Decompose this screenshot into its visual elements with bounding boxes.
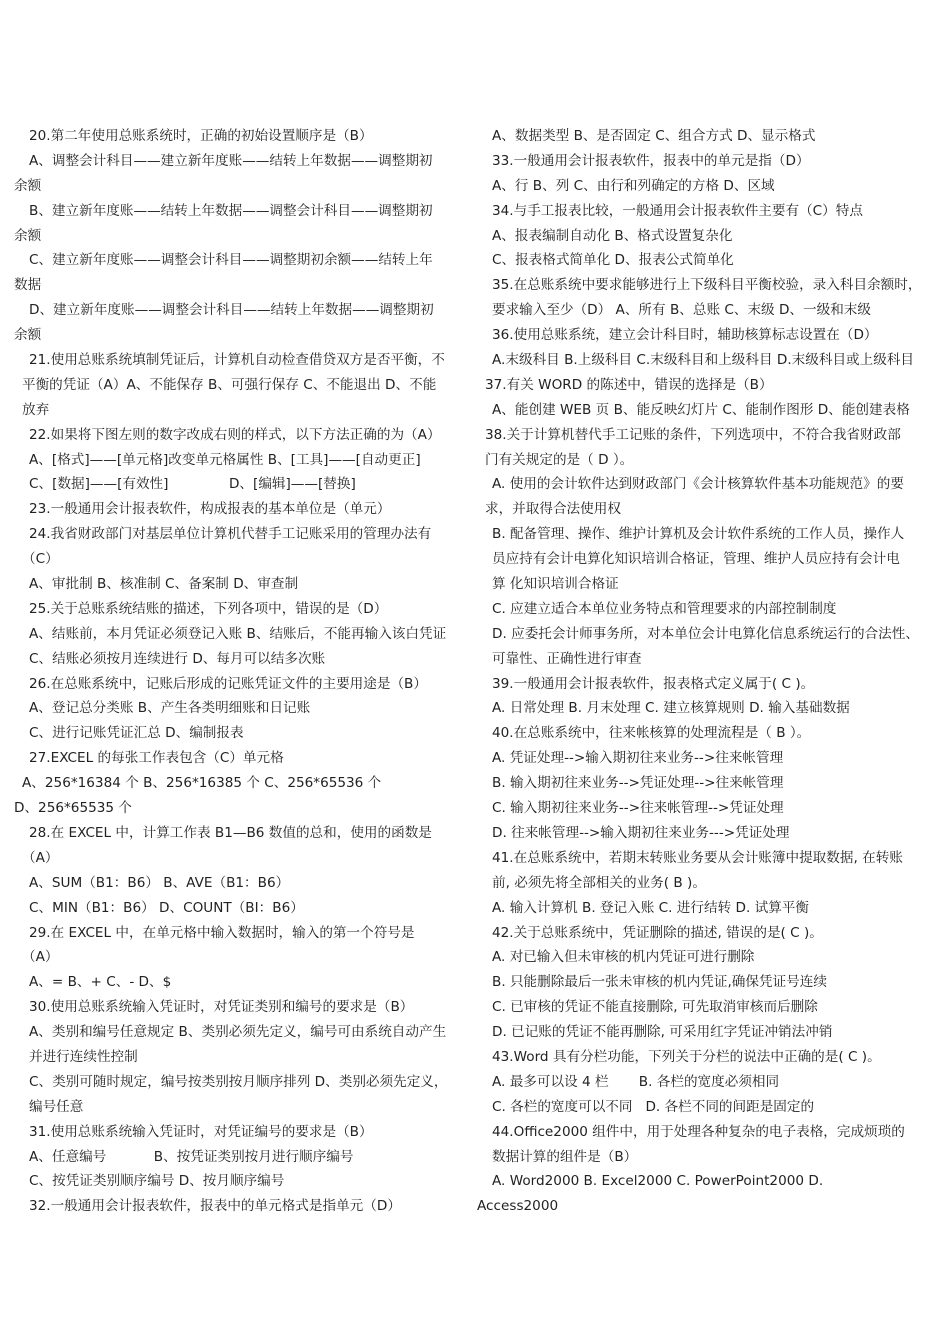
text-line: 20.第二年使用总账系统时，正确的初始设置顺序是（B） [29, 128, 373, 144]
text-line: 数据 [14, 277, 42, 294]
text-line: C. 已审核的凭证不能直接删除, 可先取消审核而后删除 [492, 999, 818, 1016]
text-line: 余额 [14, 177, 42, 194]
text-line: C、按凭证类别顺序编号 D、按月顺序编号 [29, 1173, 285, 1190]
text-line: 并进行连续性控制 [29, 1048, 138, 1065]
text-line: A. 使用的会计软件达到财政部门《会计核算软件基本功能规范》的要 [492, 476, 904, 493]
text-line: C、[数据]——[有效性] D、[编辑]——[替换] [29, 476, 356, 493]
text-line: A、数据类型 B、是否固定 C、组合方式 D、显示格式 [492, 128, 816, 144]
text-line: C、结账必须按月连续进行 D、每月可以结多次账 [29, 650, 326, 667]
text-line: C、建立新年度账——调整会计科目——调整期初余额——结转上年 [29, 252, 433, 269]
text-line: A. 日常处理 B. 月末处理 C. 建立核算规则 D. 输入基础数据 [492, 700, 850, 717]
text-line: 39.一般通用会计报表软件，报表格式定义属于( C )。 [492, 675, 815, 692]
text-line: C. 应建立适合本单位业务特点和管理要求的内部控制制度 [492, 600, 837, 617]
text-line: 前, 必须先将全部相关的业务( B )。 [492, 874, 706, 891]
text-line: 门有关规定的是（ D ）。 [485, 451, 634, 468]
text-line: 求，并取得合法使用权 [485, 501, 621, 518]
text-line: A、[格式]——[单元格]改变单元格属性 B、[工具]——[自动更正] [29, 451, 421, 468]
text-line: 35.在总账系统中要求能够进行上下级科目平衡校验，录入科目余额时， [492, 277, 922, 294]
text-line: 23.一般通用会计报表软件，构成报表的基本单位是（单元） [29, 501, 391, 518]
text-line: B. 只能删除最后一张未审核的机内凭证,确保凭证号连续 [492, 974, 827, 991]
text-line: A、256*16384 个 B、256*16385 个 C、256*65536 个 [22, 775, 382, 792]
text-line: （A） [22, 949, 59, 966]
text-line: A、调整会计科目——建立新年度账——结转上年数据——调整期初 [29, 152, 433, 169]
text-line: A、能创建 WEB 页 B、能反映幻灯片 C、能制作图形 D、能创建表格 [492, 401, 910, 418]
text-line: A、任意编号 B、按凭证类别按月进行顺序编号 [29, 1148, 354, 1165]
text-line: 29.在 EXCEL 中，在单元格中输入数据时，输入的第一个符号是 [29, 924, 415, 941]
text-line: A. 凭证处理-->输入期初往来业务-->往来帐管理 [492, 750, 784, 767]
text-line: 32.一般通用会计报表软件，报表中的单元格式是指单元（D） [29, 1198, 401, 1215]
text-line: B. 配备管理、操作、维护计算机及会计软件系统的工作人员，操作人 [492, 526, 905, 543]
text-line: Access2000 [477, 1198, 559, 1215]
text-line: 34.与手工报表比较，一般通用会计报表软件主要有（C）特点 [492, 202, 863, 219]
text-line: D、256*65535 个 [14, 800, 132, 817]
text-line: 26.在总账系统中，记账后形成的记账凭证文件的主要用途是（B） [29, 675, 427, 692]
text-line: 42.关于总账系统中，凭证删除的描述, 错误的是( C )。 [492, 924, 823, 941]
text-line: A. 输入计算机 B. 登记入账 C. 进行结转 D. 试算平衡 [492, 899, 809, 916]
text-line: D. 应委托会计师事务所，对本单位会计电算化信息系统运行的合法性、 [492, 625, 919, 642]
text-line: 放弃 [22, 401, 50, 418]
text-line: 33.一般通用会计报表软件，报表中的单元是指（D） [492, 152, 810, 169]
text-line: 数据计算的组件是（B） [492, 1148, 638, 1165]
text-line: 43.Word 具有分栏功能，下列关于分栏的说法中正确的是( C )。 [492, 1048, 881, 1065]
text-line: A. 最多可以设 4 栏 B. 各栏的宽度必须相同 [492, 1073, 780, 1090]
text-line: 22.如果将下图左则的数字改成右则的样式，以下方法正确的为（A） [29, 426, 441, 443]
text-line: B. 输入期初往来业务-->凭证处理-->往来帐管理 [492, 775, 784, 792]
text-line: A、SUM（B1：B6） B、AVE（B1：B6） [29, 874, 290, 891]
text-line: A. Word2000 B. Excel2000 C. PowerPoint2000 D. [492, 1173, 824, 1190]
text-line: A.末级科目 B.上级科目 C.末级科目和上级科目 D.末级科目或上级科目 [492, 352, 915, 369]
text-line: 27.EXCEL 的每张工作表包含（C）单元格 [29, 750, 284, 767]
text-line: 余额 [14, 327, 42, 344]
text-line: D. 已记账的凭证不能再删除, 可采用红字凭证冲销法冲销 [492, 1024, 833, 1041]
text-line: B、建立新年度账——结转上年数据——调整会计科目——调整期初 [29, 202, 433, 219]
text-line: 要求输入至少（D） A、所有 B、总账 C、末级 D、一级和末级 [492, 302, 871, 319]
text-line: A、报表编制自动化 B、格式设置复杂化 [492, 227, 733, 244]
text-line: C、MIN（B1：B6） D、COUNT（BI：B6） [29, 899, 304, 916]
text-line: A、登记总分类账 B、产生各类明细账和日记账 [29, 700, 311, 717]
text-line: C. 输入期初往来业务-->往来帐管理-->凭证处理 [492, 800, 784, 817]
text-line: 41.在总账系统中，若期末转账业务要从会计账簿中提取数据, 在转账 [492, 849, 903, 866]
text-line: A. 对已输入但未审核的机内凭证可进行删除 [492, 949, 755, 966]
text-line: 37.有关 WORD 的陈述中，错误的选择是（B） [485, 376, 773, 393]
text-line: 24.我省财政部门对基层单位计算机代替手工记账采用的管理办法有 [29, 526, 432, 543]
text-line: 可靠性、正确性进行审查 [492, 650, 642, 667]
text-line: 30.使用总账系统输入凭证时，对凭证类别和编号的要求是（B） [29, 999, 414, 1016]
text-line: 36.使用总账系统，建立会计科目时，辅助核算标志设置在（D） [492, 327, 878, 344]
text-line: 余额 [14, 227, 42, 244]
right-column [477, 124, 941, 1219]
text-line: （A） [22, 849, 59, 866]
text-line: A、结账前，本月凭证必须登记入账 B、结账后，不能再输入该白凭证 [29, 625, 447, 642]
text-line: D. 往来帐管理-->输入期初往来业务--->凭证处理 [492, 824, 790, 841]
text-line: 平衡的凭证（A）A、不能保存 B、可强行保存 C、不能退出 D、不能 [22, 376, 437, 393]
text-line: 算 化知识培训合格证 [492, 576, 619, 593]
text-line: C、报表格式简单化 D、报表公式简单化 [492, 252, 734, 269]
text-line: A、类别和编号任意规定 B、类别必须先定义，编号可由系统自动产生 [29, 1024, 447, 1041]
text-line: 40.在总账系统中，往来帐核算的处理流程是（ B ）。 [492, 725, 811, 742]
text-line: 31.使用总账系统输入凭证时，对凭证编号的要求是（B） [29, 1123, 373, 1140]
text-line: 44.Office2000 组件中，用于处理各种复杂的电子表格，完成烦琐的 [492, 1123, 905, 1140]
text-line: C、进行记账凭证汇总 D、编制报表 [29, 725, 244, 742]
text-line: 38.关于计算机替代手工记账的条件，下列选项中，不符合我省财政部 [485, 426, 901, 443]
text-line: 员应持有会计电算化知识培训合格证，管理、维护人员应持有会计电 [492, 551, 900, 568]
text-line: C、类别可随时规定，编号按类别按月顺序排列 D、类别必须先定义， [29, 1073, 448, 1090]
text-line: A、= B、+ C、- D、$ [29, 974, 172, 991]
text-line: C. 各栏的宽度可以不同 D. 各栏不同的间距是固定的 [492, 1098, 815, 1115]
text-line: A、行 B、列 C、由行和列确定的方格 D、区域 [492, 177, 775, 194]
left-column [14, 124, 474, 1219]
text-line: 编号任意 [29, 1098, 84, 1115]
text-line: （C） [22, 551, 59, 568]
text-line: 28.在 EXCEL 中，计算工作表 B1—B6 数值的总和，使用的函数是 [29, 824, 432, 841]
text-line: D、建立新年度账——调整会计科目——结转上年数据——调整期初 [29, 302, 434, 319]
text-line: A、审批制 B、核准制 C、备案制 D、审查制 [29, 576, 299, 593]
text-line: 21.使用总账系统填制凭证后，计算机自动检查借贷双方是否平衡，不 [29, 352, 445, 369]
text-line: 25.关于总账系统结账的描述，下列各项中，错误的是（D） [29, 600, 388, 617]
